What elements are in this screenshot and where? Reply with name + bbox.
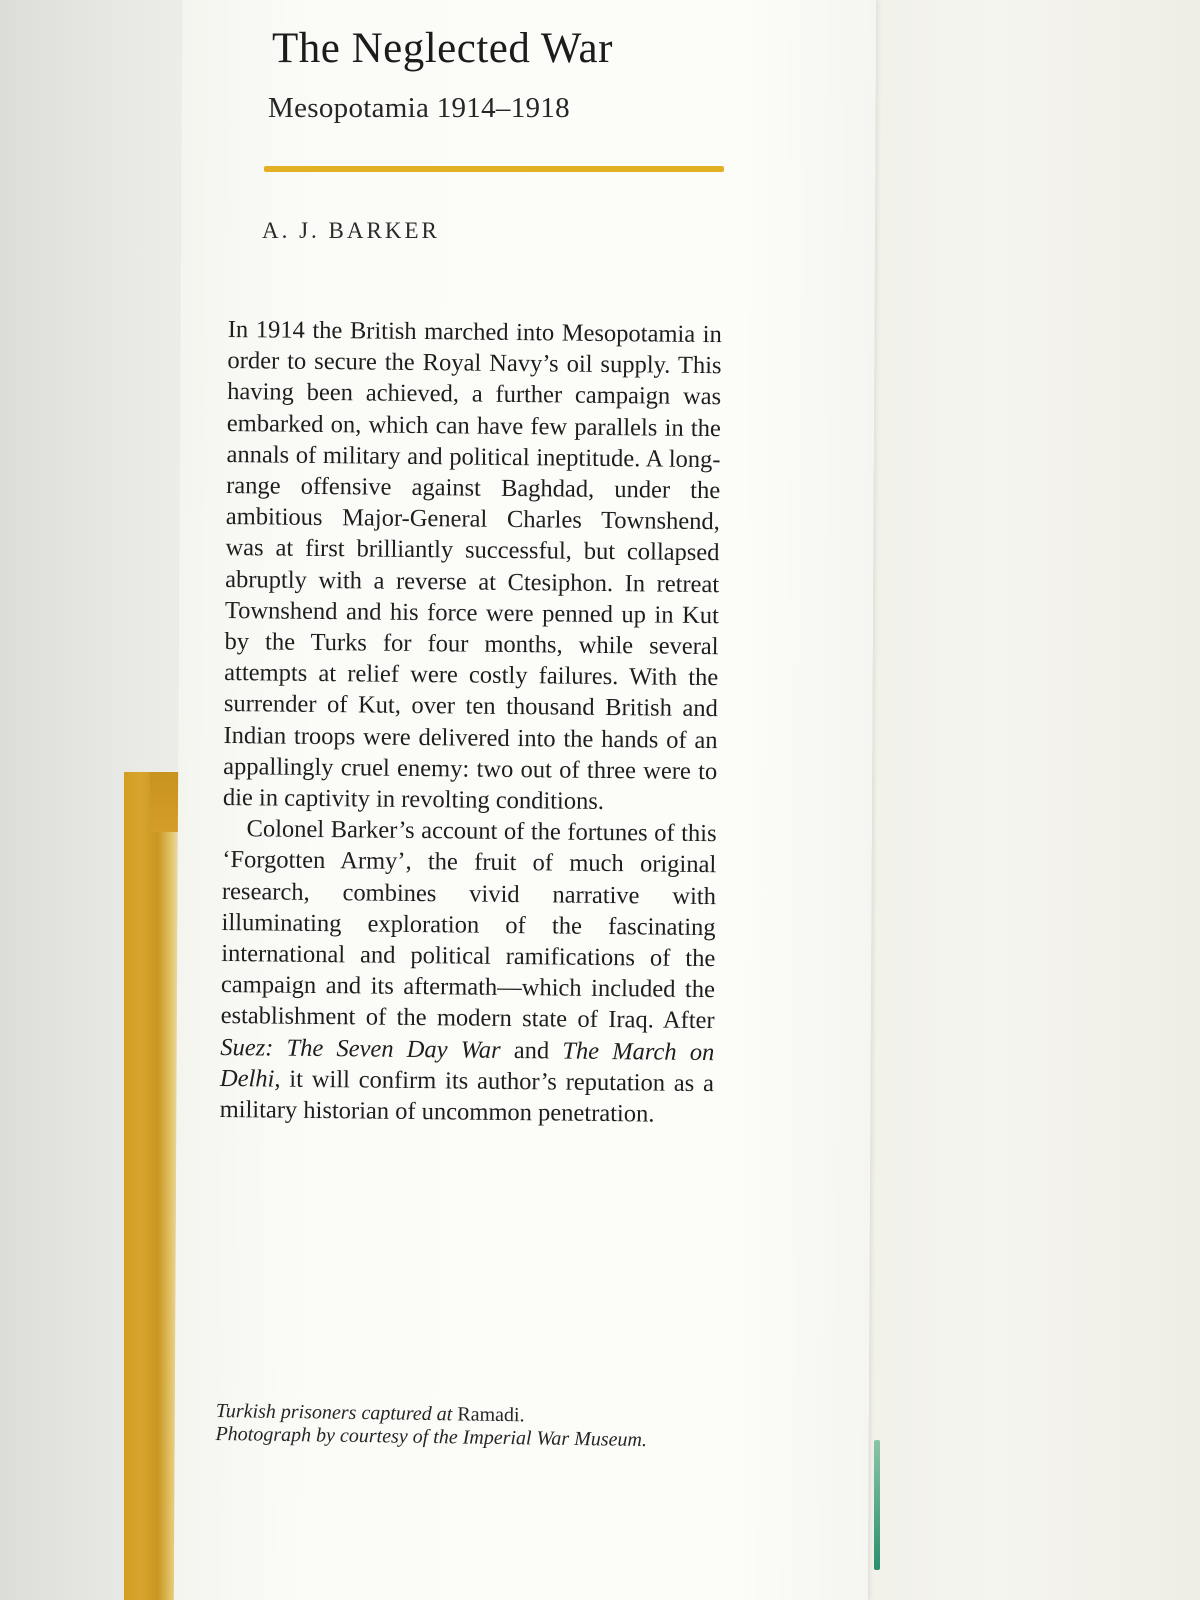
book-reference-delhi: The March on Delhi xyxy=(219,1037,715,1093)
caption-italic-start: Turkish prisoners captured at xyxy=(215,1400,453,1426)
green-cover-edge xyxy=(874,1440,880,1570)
blurb-text xyxy=(220,314,722,1130)
blurb-paragraph-1: In 1914 the British marched into Mesopotamia in order to secure the Royal Navy’s oil supply. This having been achieved, a further campaign was embarked on, which can have few parallels in the annals of military and political ineptitude. A long-range offensive against Baghdad, under the ambitious Major-General Charles Townshend, was at first brilliantly successful, but collapsed abruptly with a reverse at Ctesiphon. In retreat Townshend and his force were penned up in Kut by the Turks for four months, while several attempts at relief were costly failures. With the surrender of Kut, over ten thousand British and Indian troops were delivered into the hands of an appallingly cruel enemy: two out of three were to die in captivity in revolting conditions. xyxy=(222,315,722,816)
blurb-paragraph-2-start: Colonel Barker’s account of the fortunes of this ‘Forgotten Army’, the fruit of much original research, combines vivid narrative with illuminating exploration of the fascinating international and political ramifications of the campaign and its aftermath—which included the establishment of the modern state of Iraq. After xyxy=(220,815,717,1035)
cover-spine-shadow xyxy=(150,772,180,832)
yellow-divider xyxy=(264,166,724,172)
right-background xyxy=(860,0,1200,1600)
caption-place: Ramadi. xyxy=(452,1403,525,1427)
book-subtitle: Mesopotamia 1914–1918 xyxy=(268,92,570,124)
caption-credit: Photograph by courtesy of the Imperial War Museum. xyxy=(215,1422,648,1452)
photo-caption xyxy=(215,1400,716,1453)
book-author: A. J. BARKER xyxy=(262,218,440,243)
cover-spine-strip xyxy=(124,772,180,1600)
blurb-paragraph-2 xyxy=(220,813,717,1130)
blurb-paragraph-2-end: , it will confirm its author’s reputation as a military historian of uncommon penetration. xyxy=(219,1065,715,1128)
book-title: The Neglected War xyxy=(272,25,613,72)
blurb-paragraph-2-middle: and xyxy=(500,1036,563,1065)
book-reference-suez: Suez: The Seven Day War xyxy=(220,1033,501,1064)
